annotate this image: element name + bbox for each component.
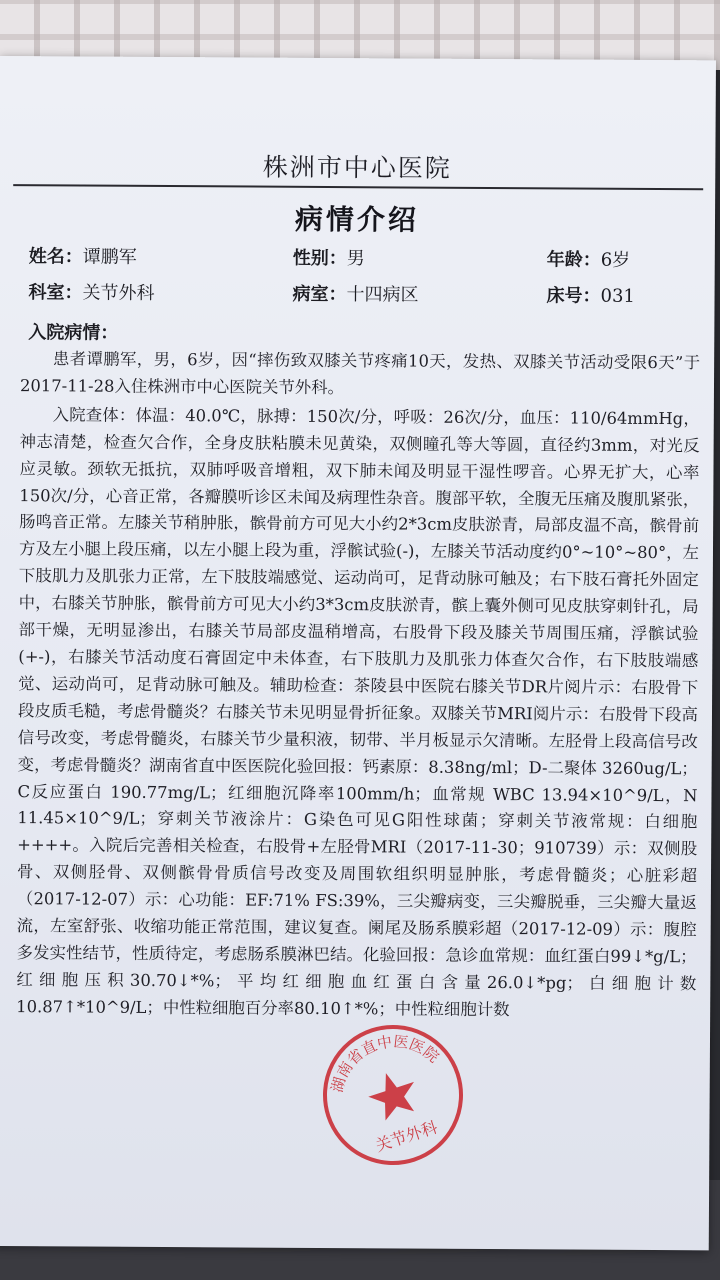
patient-dept-value: 关节外科 bbox=[82, 282, 155, 304]
seal-star-icon bbox=[363, 1066, 423, 1124]
patient-age-value: 6岁 bbox=[600, 249, 631, 271]
document-title: 病情介绍 bbox=[294, 202, 420, 237]
patient-bed-label: 床号： bbox=[546, 285, 601, 307]
patient-bed-field bbox=[546, 281, 635, 308]
admission-condition-body bbox=[16, 346, 700, 1025]
admission-condition-heading: 入院病情： bbox=[28, 322, 119, 344]
patient-dept-field bbox=[28, 278, 154, 305]
seal-dept-text: 关节外科 bbox=[373, 1117, 440, 1156]
patient-ward-value: 十四病区 bbox=[346, 284, 419, 306]
patient-dept-label: 科室： bbox=[28, 282, 83, 304]
patient-ward-label: 病室： bbox=[292, 283, 347, 306]
patient-name-value: 谭鹏军 bbox=[82, 246, 137, 268]
patient-ward-field bbox=[292, 280, 418, 307]
patient-gender-value: 男 bbox=[346, 248, 365, 270]
patient-bed-value: 031 bbox=[600, 285, 635, 307]
patient-age-label: 年龄： bbox=[546, 249, 601, 271]
patient-gender-field bbox=[293, 244, 365, 270]
patient-name-field bbox=[29, 242, 137, 269]
hospital-name: 株洲市中心医院 bbox=[262, 152, 452, 183]
seal-ring-text: 湖南省直中医医院 bbox=[327, 1032, 443, 1095]
patient-name-label: 姓名： bbox=[28, 246, 83, 268]
patient-gender-label: 性别： bbox=[292, 247, 347, 270]
examination-paragraph: 入院查体：体温：40.0℃，脉搏：150次/分，呼吸：26次/分，血压：110/64mmHg，神志清楚，检查欠合作，全身皮肤粘膜未见黄染，双侧瞳孔等大等圆，直径约3mm，对光反应灵敏。颈软无抵抗，双肺呼吸音增粗，双下肺未闻及明显干湿性啰音。心界无扩大，心率150次/分，心音正常，各瓣膜听诊区未闻及病理性杂音。腹部平软，全腹无压痛及腹肌紧张，肠鸣音正常。左膝关节稍肿胀，髌骨前方可见大小约2*3cm皮肤淤青，局部皮温不高，髌骨前方及左小腿上段压痛，以左小腿上段为重，浮髌试验(-)，左膝关节活动度约0°~10°~80°，左下肢肌力及肌张力正常，左下肢肢端感觉、运动尚可，足背动脉可触及；右下肢石膏托外固定中，右膝关节肿胀，髌骨前方可见大小约3*3cm皮肤淤青，髌上囊外侧可见皮肤穿刺针孔，局部干燥，无明显渗出，右膝关节局部皮温稍增高，右股骨下段及膝关节周围压痛，浮髌试验(+-)，右膝关节活动度石膏固定中未体查，右下肢肌力及肌张力体查欠合作，右下肢肢端感觉、运动尚可，足背动脉可触及。辅助检查：茶陵县中医院右膝关节DR片阅片示：右股骨下段皮质毛糙，考虑骨髓炎？右膝关节未见明显骨折征象。双膝关节MRI阅片示：右股骨下段高信号改变，考虑骨髓炎，右膝关节少量积液，韧带、半月板显示欠清晰。左胫骨上段高信号改变，考虑骨髓炎？湖南省直中医医院化验回报：钙素原：8.38ng/ml；D-二聚体 3260ug/L；C反应蛋白 190.77mg/L；红细胞沉降率100mm/h；血常规 WBC 13.94×10^9/L，N 11.45×10^9/L；穿刺关节液涂片：G染色可见G阳性球菌；穿刺关节液常规：白细胞 ++++。入院后完善相关检查，右股骨+左胫骨MRI（2017-11-30；910739）示：双侧股骨、双侧胫骨、双侧髌骨骨质信号改变及周围软组织明显肿胀，考虑骨髓炎；心脏彩超（2017-12-07）示：心功能：EF:71% FS:39%，三尖瓣病变，三尖瓣脱垂，三尖瓣大量返流，左室舒张、收缩功能正常范围，建议复查。阑尾及肠系膜彩超（2017-12-09）示：腹腔多发实性结节，性质待定，考虑肠系膜淋巴结。化验回报：急诊血常规：血红蛋白99↓*g/L；红细胞压积30.70↓*%；平均红细胞血红蛋白含量26.0↓*pg；白细胞计数10.87↑*10^9/L；中性粒细胞百分率80.10↑*%；中性粒细胞计数 bbox=[16, 405, 700, 1019]
patient-age-field bbox=[547, 245, 631, 272]
admission-summary-paragraph: 患者谭鹏军，男，6岁，因“摔伤致双膝关节疼痛10天，发热、双膝关节活动受限6天”于2017-11-28入住株洲市中心医院关节外科。 bbox=[19, 349, 701, 398]
